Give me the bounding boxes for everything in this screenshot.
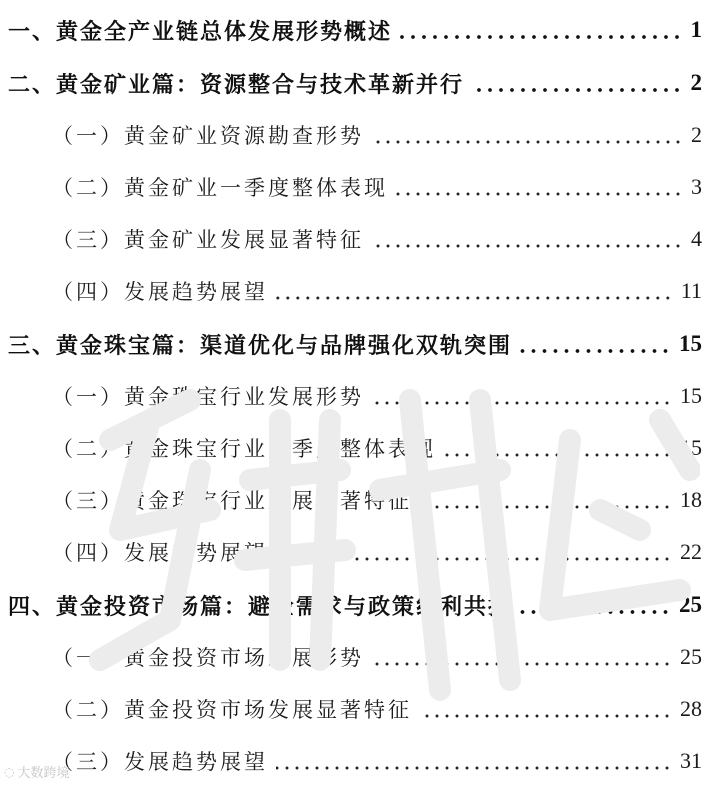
toc-entry-title: （二）黄金投资市场发展显著特征 xyxy=(52,698,412,722)
toc-entry-section[interactable] xyxy=(52,221,702,257)
toc-entry-title: （一）黄金矿业资源勘查形势 xyxy=(52,124,364,148)
toc-entry-chapter-4[interactable] xyxy=(8,587,702,623)
toc-page-number: 11 xyxy=(680,278,702,303)
toc-page-number: 15 xyxy=(680,435,702,460)
toc-page-number: 4 xyxy=(691,226,702,251)
toc-page-number: 28 xyxy=(680,696,702,721)
toc-leader-dots xyxy=(520,349,671,353)
toc-leader-dots xyxy=(400,35,682,39)
toc-page-number: 25 xyxy=(680,644,702,669)
toc-entry-title: 三、黄金珠宝篇：渠道优化与品牌强化双轨突围 xyxy=(8,332,513,359)
toc-page-number: 2 xyxy=(690,70,702,95)
toc-entry-title: （一）黄金珠宝行业发展形势 xyxy=(52,385,364,409)
toc-entry-chapter-1[interactable] xyxy=(8,12,702,48)
toc-entry-title: 二、黄金矿业篇：资源整合与技术革新并行 xyxy=(8,71,465,98)
toc-page-number: 31 xyxy=(680,748,702,773)
toc-leader-dots xyxy=(520,610,671,614)
watermark-text: 大数跨境 xyxy=(17,766,70,781)
toc-leader-dots xyxy=(444,453,672,457)
toc-leader-dots xyxy=(372,662,672,666)
toc-leader-dots xyxy=(396,192,683,196)
toc-entry-title: （四）发展趋势展望 xyxy=(52,541,268,565)
toc-entry-title: （三）黄金矿业发展显著特征 xyxy=(52,228,364,252)
toc-leader-dots xyxy=(276,296,673,300)
toc-entry-section[interactable] xyxy=(52,273,702,309)
toc-entry-section[interactable] xyxy=(52,378,702,414)
toc-leader-dots xyxy=(276,766,672,770)
toc-leader-dots xyxy=(420,714,672,718)
toc-entry-title: （二）黄金矿业一季度整体表现 xyxy=(52,176,388,200)
toc-page-number: 3 xyxy=(691,174,702,199)
toc-entry-section[interactable] xyxy=(52,430,702,466)
toc-entry-section[interactable] xyxy=(52,639,702,675)
toc-page-number: 15 xyxy=(680,383,702,408)
toc-entry-title: （三）发展趋势展望 xyxy=(52,750,268,774)
toc-leader-dots xyxy=(472,88,682,92)
toc-page-number: 22 xyxy=(680,539,702,564)
toc-entry-section[interactable] xyxy=(52,117,702,153)
source-watermark xyxy=(4,762,70,781)
toc-leader-dots xyxy=(420,505,672,509)
toc-entry-title: （二）黄金珠宝行业一季度整体表现 xyxy=(52,437,436,461)
toc-entry-title: 一、黄金全产业链总体发展形势概述 xyxy=(8,18,393,45)
toc-page-number: 25 xyxy=(679,592,702,617)
toc-entry-section[interactable] xyxy=(52,482,702,518)
toc-leader-dots xyxy=(276,557,672,561)
toc-leader-dots xyxy=(372,244,683,248)
toc-entry-title: 四、黄金投资市场篇：避险需求与政策红利共振 xyxy=(8,593,513,620)
toc-page-number: 18 xyxy=(680,487,702,512)
circle-logo-icon: ◌ xyxy=(4,764,15,779)
toc-page-number: 15 xyxy=(679,331,702,356)
toc-entry-title: （一）黄金投资市场发展形势 xyxy=(52,646,364,670)
toc-entry-section[interactable] xyxy=(52,534,702,570)
toc-entry-section[interactable] xyxy=(52,691,702,727)
toc-leader-dots xyxy=(372,140,683,144)
toc-entry-title: （四）发展趋势展望 xyxy=(52,280,268,304)
toc-entry-title: （三）黄金珠宝行业发展显著特征 xyxy=(52,489,412,513)
toc-page-number: 2 xyxy=(691,122,702,147)
toc-entry-section[interactable] xyxy=(52,743,702,779)
toc-page-number: 1 xyxy=(690,17,702,42)
toc-leader-dots xyxy=(372,401,672,405)
toc-entry-chapter-2[interactable] xyxy=(8,65,702,101)
toc-entry-chapter-3[interactable] xyxy=(8,326,702,362)
toc-entry-section[interactable] xyxy=(52,169,702,205)
